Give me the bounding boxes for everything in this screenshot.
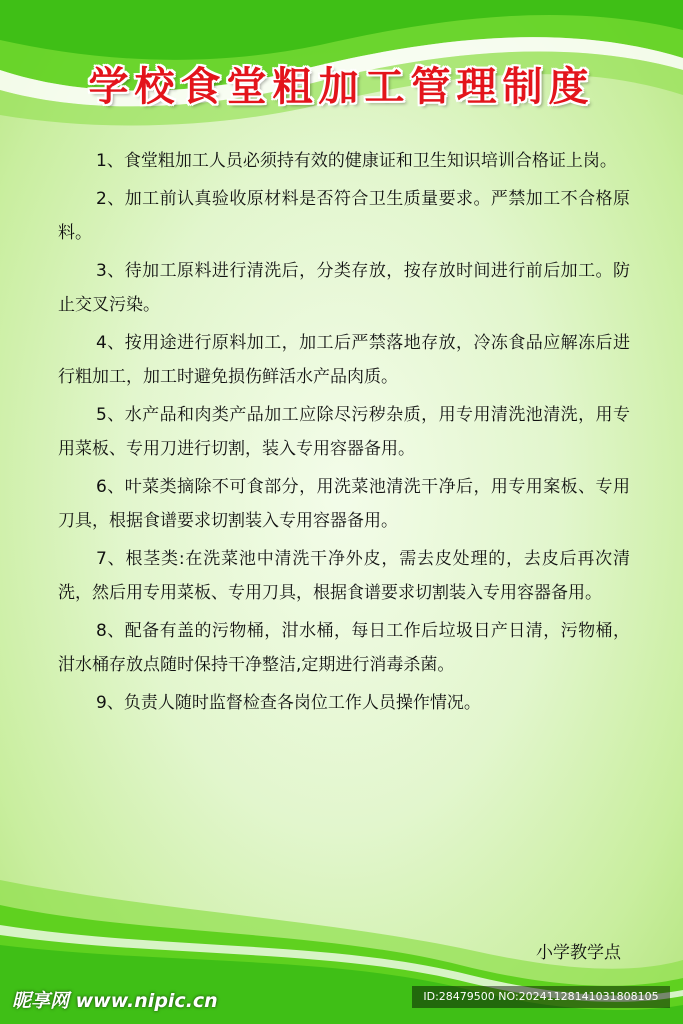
rule-item: 4、按用途进行原料加工，加工后严禁落地存放，冷冻食品应解冻后进行粗加工，加工时避免损伤鲜活水产品肉质。 xyxy=(58,333,630,387)
signature: 小学教学点 xyxy=(536,943,621,963)
rule-item: 3、待加工原料进行清洗后，分类存放，按存放时间进行前后加工。防止交叉污染。 xyxy=(58,261,630,315)
page-title: 学校食堂粗加工管理制度 xyxy=(88,64,595,110)
rule-item: 5、水产品和肉类产品加工应除尽污秽杂质，用专用清洗池清洗，用专用菜板、专用刀进行切割，装入专用容器备用。 xyxy=(58,405,630,459)
rule-item: 8、配备有盖的污物桶，泔水桶，每日工作后垃圾日产日清，污物桶，泔水桶存放点随时保持干净整洁,定期进行消毒杀菌。 xyxy=(58,621,630,675)
watermark-id: ID:28479500 NO:20241128141031808105 xyxy=(412,986,670,1008)
rules-list xyxy=(58,144,630,724)
rule-item: 6、叶菜类摘除不可食部分，用洗菜池清洗干净后，用专用案板、专用刀具，根据食谱要求切割装入专用容器备用。 xyxy=(58,477,630,531)
rule-item: 7、根茎类:在洗菜池中清洗干净外皮，需去皮处理的，去皮后再次清洗，然后用专用菜板、专用刀具，根据食谱要求切割装入专用容器备用。 xyxy=(58,549,630,603)
rule-item: 9、负责人随时监督检查各岗位工作人员操作情况。 xyxy=(96,693,481,713)
watermark-logo: 昵享网 www.nipic.cn xyxy=(12,990,218,1012)
rule-item: 2、加工前认真验收原材料是否符合卫生质量要求。严禁加工不合格原料。 xyxy=(58,189,630,243)
rule-item: 1、食堂粗加工人员必须持有效的健康证和卫生知识培训合格证上岗。 xyxy=(96,151,617,171)
